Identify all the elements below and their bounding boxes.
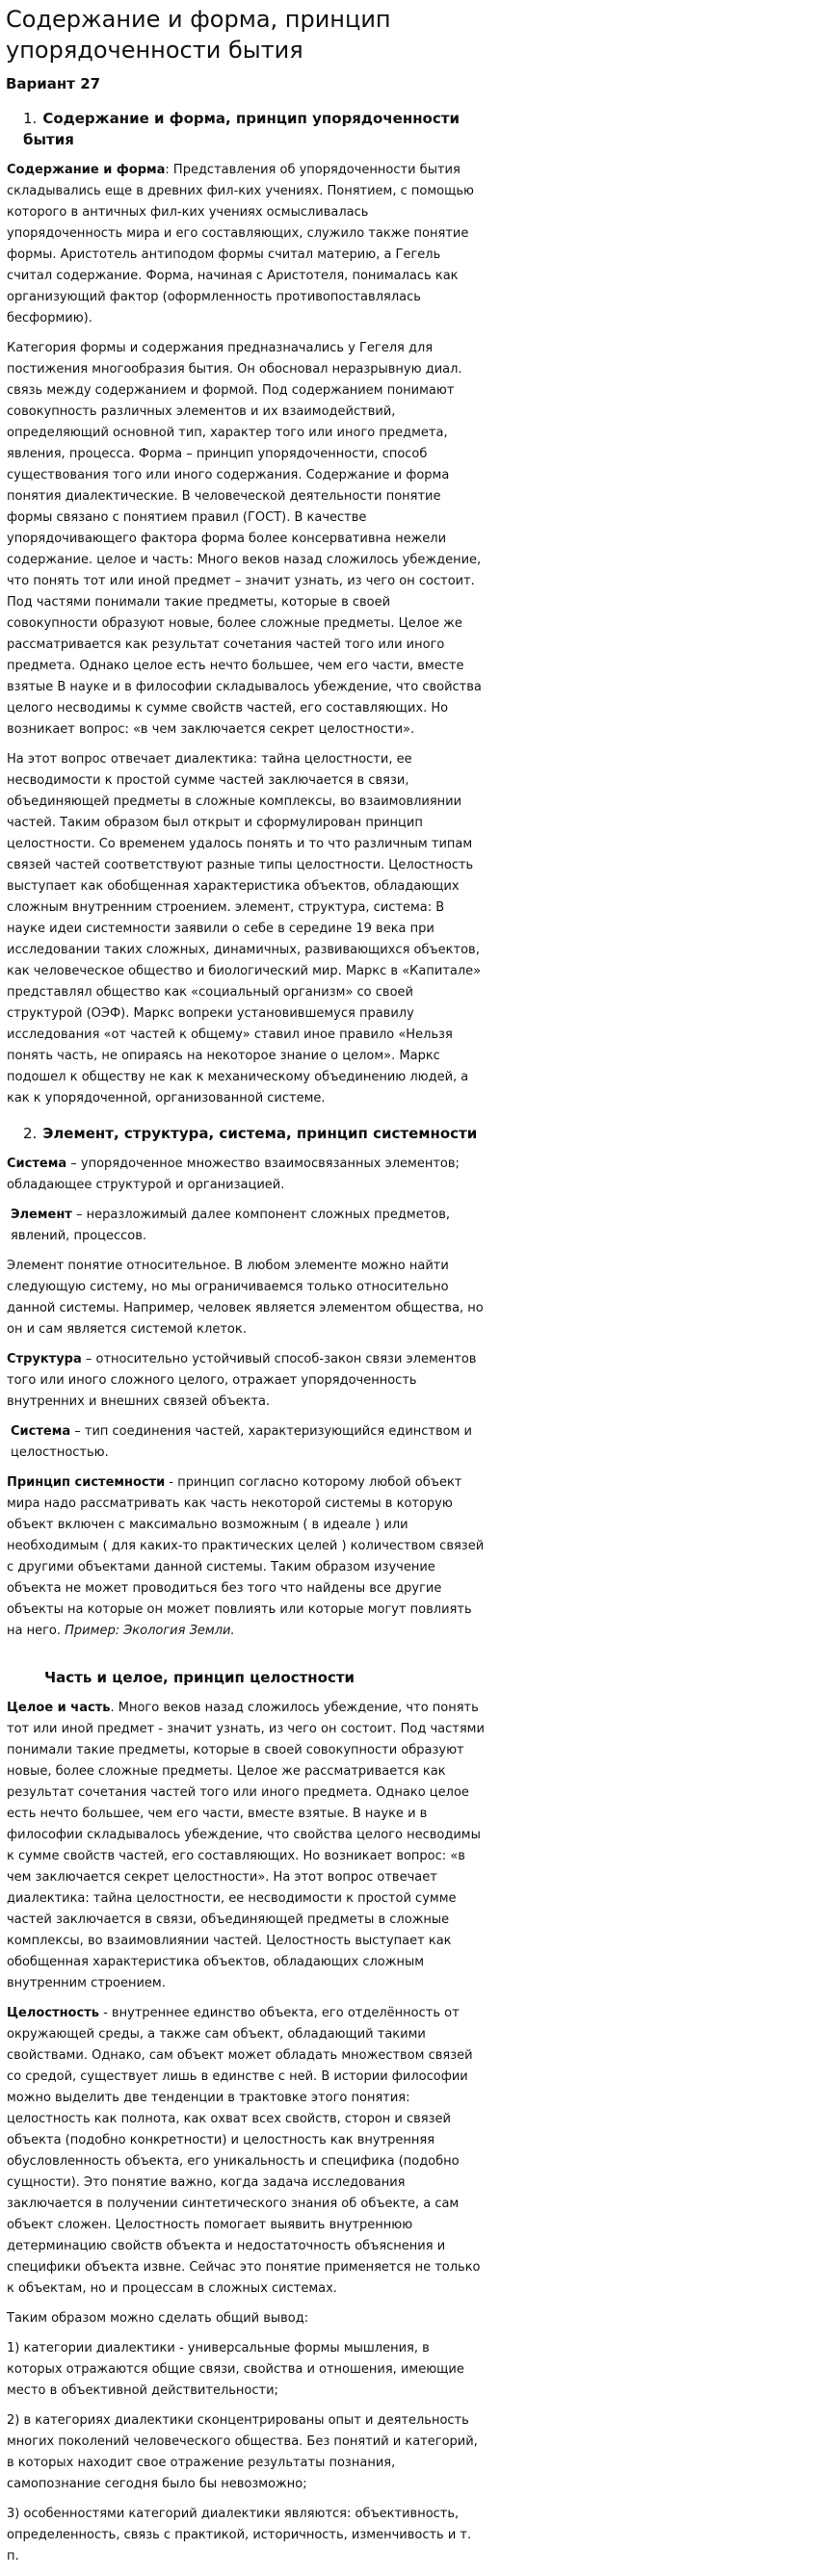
paragraph-text: Таким образом можно сделать общий вывод: [7,2311,309,2326]
term: Структура [7,1352,82,1366]
paragraph [0,2308,488,2329]
paragraph-text: – тип соединения частей, характеризующийся единством и целостностью. [11,1424,472,1460]
paragraph [0,160,488,329]
list-item [0,2338,488,2402]
paragraph-text: 1) категории диалектики - универсальные формы мышления, в которых отражаются общие связи, свойства и отношения, имеющие место в объективной действительности; [7,2341,464,2398]
paragraph [0,1421,488,1464]
paragraph-text: - принцип согласно которому любой объект мира надо рассматривать как часть некоторой системы в которую объект включен с максимально возможным ( в идеале ) или необходимым ( для каких-то практических целей ) количеством связей с другими объектами данной системы. Таким образом изучение объекта не может проводиться без того что найдены все другие объекты на которые он может повлиять или которые могут повлиять на него. [7,1475,485,1638]
term: Целостность [7,2006,99,2020]
paragraph-text: Категория формы и содержания предназначались у Гегеля для постижения многообразия бытия. Он обосновал неразрывную диал. связь между содержанием и формой. Под содержанием понимают совокупность различных элементов и их взаимодействий, определяющий основной тип, характер того или иного предмета, явления, процесса. Форма – принцип упорядоченности, способ существования того или иного содержания. Содержание и форма понятия диалектические. В человеческой деятельности понятие формы связано с понятием правил (ГОСТ). В качестве упорядочивающего фактора форма более консервативна нежели содержание. целое и часть: Много веков назад сложилось убеждение, что понять тот или иной предмет – значит узнать, из чего он состоит. Под частями понимали такие предметы, которые в своей совокупности образуют новые, более сложные предметы. Целое же рассматривается как результат сочетания частей того или иного предмета. Однако целое есть нечто большее, чем его части, вместе взятые В науке и в философии складывалось убеждение, что свойства целого несводимы к сумме свойств частей, его составляющих. Но возникает вопрос: «в чем заключается секрет целостности». [7,341,482,737]
paragraph [0,749,488,1109]
list-item [0,2410,488,2495]
paragraph-text: - внутреннее единство объекта, его отделённость от окружающей среды, а также сам объект, обладающий такими свойствами. Однако, сам объект может обладать множеством связей со средой, существует лишь в единстве с ней. В истории философии можно выделить две тенденции в трактовке этого понятия: целостность как полнота, как охват всех свойств, сторон и связей объекта (подобно конкретности) и целостность как внутренняя обусловленность объекта, его уникальность и специфика (подобно сущности). Это понятие важно, когда задача исследования заключается в получении синтетического знания об объекте, а сам объект сложен. Целостность помогает выявить внутреннюю детерминацию свойств объекта и недостаточность объяснения и специфики объекта извне. Сейчас это понятие применяется не только к объектам, но и процессам в сложных системах. [7,2006,481,2296]
section-heading [23,108,488,150]
paragraph [0,1256,488,1340]
section-number: 1. [23,110,38,127]
term: Элемент [11,1208,72,1222]
paragraph-text: – упорядоченное множество взаимосвязанных элементов; обладающее структурой и организацией. [7,1157,460,1192]
paragraph-text: На этот вопрос отвечает диалектика: тайна целостности, ее несводимости к простой сумме частей заключается в связи, объединяющей предметы в сложные комплексы, во взаимовлиянии частей. Таким образом был открыт и сформулирован принцип целостности. Со временем удалось понять и то что различным типам связей частей соответствуют разные типы целостности. Целостность выступает как обобщенная характеристика объектов, обладающих сложным внутренним строением. элемент, структура, система: В науке идеи системности заявили о себе в середине 19 века при исследовании таких сложных, динамичных, развивающихся объектов, как человеческое общество и биологический мир. Маркс в «Капитале» представлял общество как «социальный организм» со своей структурой (ОЭФ). Маркс вопреки установившемуся правилу исследования «от частей к общему» ставил иное правило «Нельзя понять часть, не опираясь на некоторое знание о целом». Маркс подошел к обществу не как к механическому объединению людей, а как к упорядоченной, организованной системе. [7,752,482,1106]
list-item [0,2504,488,2567]
section-title: Содержание и форма, принцип упорядоченности бытия [23,110,460,148]
example-text: Пример: Экология Земли. [65,1624,235,1638]
paragraph-text: – неразложимый далее компонент сложных предметов, явлений, процессов. [11,1208,451,1243]
paragraph [0,1349,488,1413]
section-number: 2. [23,1125,38,1142]
page-title: Содержание и форма, принцип упорядоченности бытия [6,6,391,64]
paragraph-text: 2) в категориях диалектики сконцентрированы опыт и деятельность многих поколений человеческого общества. Без понятий и категорий, в которых находит свое отражение результаты познания, самопознание сегодня было бы невозможно; [7,2413,478,2491]
section-title: Часть и целое, принцип целостности [44,1669,355,1686]
paragraph-text: Элемент понятие относительное. В любом элементе можно найти следующую систему, но мы ограничиваемся только относительно данной системы. Например, человек является элементом общества, но он и сам является системой клеток. [7,1259,484,1337]
paragraph [0,1472,488,1642]
paragraph [0,1154,488,1196]
paragraph [0,2003,488,2300]
section-title: Элемент, структура, система, принцип системности [42,1125,478,1142]
section-heading [44,1667,488,1688]
term: Система [11,1424,71,1439]
paragraph-text: – относительно устойчивый способ-закон связи элементов того или иного сложного целого, отражает упорядоченность внутренних и внешних связей объекта. [7,1352,477,1409]
term: Система [7,1157,67,1171]
paragraph-text: : Представления об упорядоченности бытия складывались еще в древних фил-ких учениях. Понятием, с помощью которого в античных фил-ких учениях осмысливалась упорядоченность мира и его составляющих, служило также понятие формы. Аристотель антиподом формы считал материю, а Гегель считал содержание. Форма, начиная с Аристотеля, понималась как организующий фактор (оформленность противопоставлялась бесформию). [7,163,474,325]
term: Целое и часть [7,1701,111,1715]
paragraph [0,1205,488,1247]
paragraph-text: 3) особенностями категорий диалектики являются: объективность, определенность, связь с практикой, историчность, изменчивость и т. п. [7,2507,472,2563]
section-heading [23,1123,488,1144]
term: Принцип системности [7,1475,166,1490]
term: Содержание и форма [7,163,166,177]
paragraph [0,338,488,741]
paragraph [0,1698,488,1994]
paragraph-text: . Много веков назад сложилось убеждение, что понять тот или иной предмет - значит узнать, из чего он состоит. Под частями понимали такие предметы, которые в своей совокупности образуют новые, более сложные предметы. Целое же рассматривается как результат сочетания частей того или иного предмета. Однако целое есть нечто большее, чем его части, вместе взятые. В науке и в философии складывалось убеждение, что свойства целого несводимы к сумме свойств частей, его составляющих. Но возникает вопрос: «в чем заключается секрет целостности». На этот вопрос отвечает диалектика: тайна целостности, ее несводимости к простой сумме частей заключается в связи, объединяющей предметы в сложные комплексы, во взаимовлиянии частей. Целостность выступает как обобщенная характеристика объектов, обладающих сложным внутренним строением. [7,1701,485,1991]
variant-label: Вариант 27 [6,75,101,92]
